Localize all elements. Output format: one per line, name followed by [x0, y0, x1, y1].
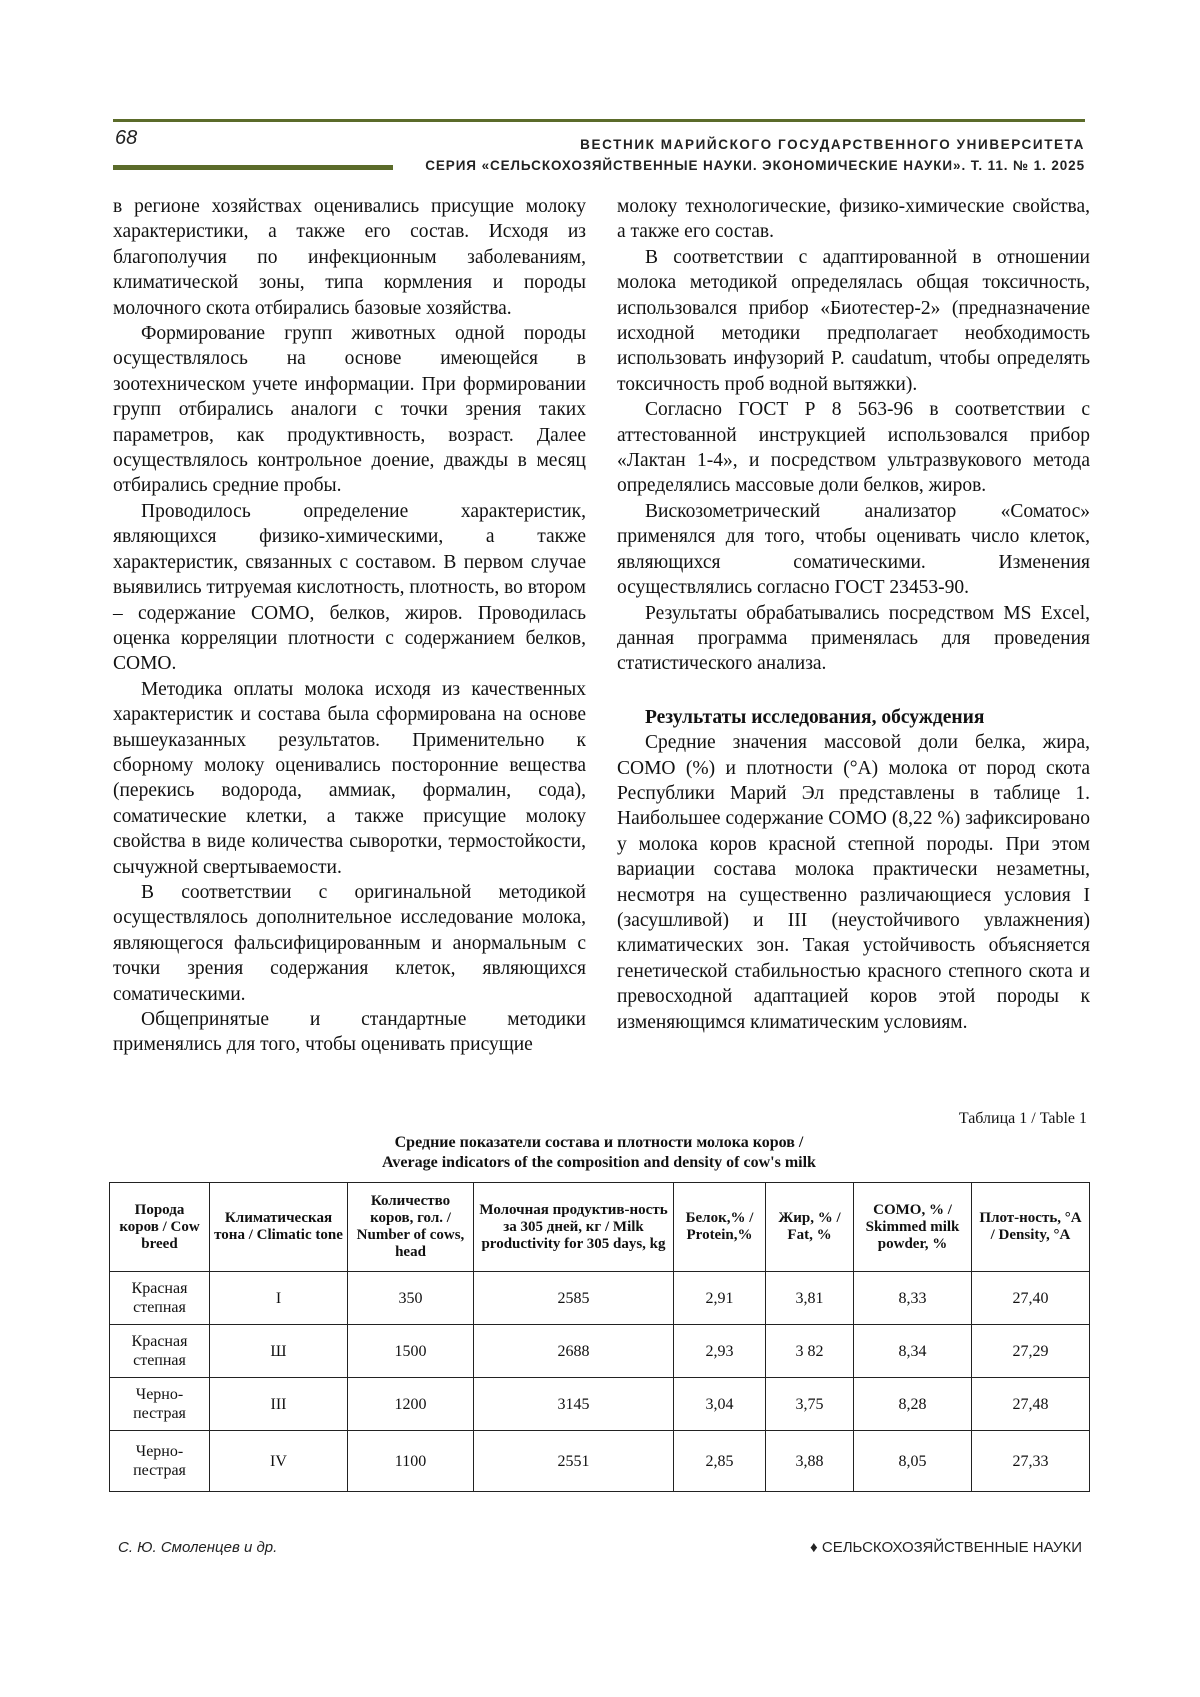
column-header: Белок,% / Protein,% — [674, 1183, 766, 1272]
paragraph: Вискозометрический анализатор «Соматос» применялся для того, чтобы оценивать число клеток, являющихся соматическими. Изменения осуществлялись согласно ГОСТ 23453-90. — [617, 500, 1090, 599]
paragraph: Методика оплаты молока исходя из качественных характеристик и состава была сформирована на основе вышеуказанных результатов. Применительно к сборному молоку оценивались посторонние вещества (перекись водорода, аммиак, формалин, сода), соматические клетки, а также присущие молоку свойства в виде количества сыворотки, термостойкости, сычужной свертываемости. — [113, 678, 586, 878]
paragraph: Согласно ГОСТ Р 8 563-96 в соответствии с аттестованной инструкцией использовался прибор «Лактан 1-4», и посредством ультразвукового метода определялись массовые доли белков, жиров. — [617, 399, 1090, 497]
table-cell: 2551 — [474, 1431, 674, 1492]
header-rule — [113, 119, 1085, 122]
table-cell: 2,85 — [674, 1431, 766, 1492]
table-caption-ru: Средние показатели состава и плотности молока коров / — [394, 1134, 804, 1151]
table-cell: 350 — [348, 1272, 474, 1325]
table-cell: 3,04 — [674, 1378, 766, 1431]
column-header: СОМО, % / Skimmed milk powder, % — [854, 1183, 972, 1272]
footer-authors: С. Ю. Смоленцев и др. — [118, 1539, 278, 1556]
paragraph: Общепринятые и стандартные методики применялись для того, чтобы оценивать присущие — [113, 1009, 586, 1056]
footer-section: ♦ СЕЛЬСКОХОЗЯЙСТВЕННЫЕ НАУКИ — [810, 1539, 1082, 1556]
table-cell: 1100 — [348, 1431, 474, 1492]
table-cell: 3 82 — [766, 1325, 854, 1378]
table-cell: III — [210, 1378, 348, 1431]
table-cell: 1500 — [348, 1325, 474, 1378]
table-cell: 8,34 — [854, 1325, 972, 1378]
column-header: Жир, % / Fat, % — [766, 1183, 854, 1272]
table-cell: 8,33 — [854, 1272, 972, 1325]
table-row — [110, 1431, 1090, 1492]
page-number: 68 — [115, 127, 138, 149]
table-cell: 2688 — [474, 1325, 674, 1378]
table-cell: 3,75 — [766, 1378, 854, 1431]
table-caption — [113, 1133, 1085, 1173]
table-header-row — [110, 1183, 1090, 1272]
data-table — [109, 1182, 1090, 1492]
column-header: Плот-ность, °А / Density, °А — [972, 1183, 1090, 1272]
table-cell: 8,28 — [854, 1378, 972, 1431]
table-caption-en: Average indicators of the composition and density of cow's milk — [382, 1154, 816, 1171]
column-header: Количество коров, гол. / Number of cows, head — [348, 1183, 474, 1272]
table-cell: 27,40 — [972, 1272, 1090, 1325]
table-cell: 3145 — [474, 1378, 674, 1431]
table-cell: Красная степная — [110, 1272, 210, 1325]
column-header: Молочная продуктив-ность за 305 дней, кг / Milk productivity for 305 days, kg — [474, 1183, 674, 1272]
paragraph: В соответствии с оригинальной методикой осуществлялось дополнительное исследование молока, являющегося фальсифицированным и анормальным с точки зрения содержания клеток, являющихся соматическими. — [113, 881, 586, 1005]
journal-title: ВЕСТНИК МАРИЙСКОГО ГОСУДАРСТВЕННОГО УНИВЕРСИТЕТА — [580, 137, 1085, 152]
paragraph: Проводилось определение характеристик, являющихся физико-химическими, а также характеристик, связанных с составом. В первом случае выявились титруемая кислотность, плотность, во втором – содержание СОМО, белков, жиров. Проводилась оценка корреляции плотности с содержанием белков, СОМО. — [113, 500, 586, 675]
table-cell: 2,93 — [674, 1325, 766, 1378]
left-column — [113, 194, 586, 1058]
table-cell: 2585 — [474, 1272, 674, 1325]
header-accent-bar — [113, 165, 393, 170]
table-cell: I — [210, 1272, 348, 1325]
table-label: Таблица 1 / Table 1 — [958, 1110, 1087, 1127]
table-cell: 27,29 — [972, 1325, 1090, 1378]
table-cell: 27,48 — [972, 1378, 1090, 1431]
table-row — [110, 1272, 1090, 1325]
table-row — [110, 1378, 1090, 1431]
table-cell: 3,88 — [766, 1431, 854, 1492]
paragraph: молоку технологические, физико-химические свойства, а также его состав. — [617, 196, 1090, 243]
table-row — [110, 1325, 1090, 1378]
table-cell: 3,81 — [766, 1272, 854, 1325]
section-heading: Результаты исследования, обсуждения — [645, 706, 985, 728]
table-cell: Черно-пестрая — [110, 1431, 210, 1492]
column-header: Порода коров / Cow breed — [110, 1183, 210, 1272]
column-header: Климатическая тона / Climatic tone — [210, 1183, 348, 1272]
paragraph: Формирование групп животных одной породы осуществлялось на основе имеющейся в зоотехническом учете информации. При формировании групп отбирались аналоги с точки зрения таких параметров, как продуктивность, возраст. Далее осуществлялось контрольное доение, дважды в месяц отбирались средние пробы. — [113, 323, 586, 497]
paragraph: Средние значения массовой доли белка, жира, СОМО (%) и плотности (°А) молока от пород скота Республики Марий Эл представлены в таблице 1. Наибольшее содержание СОМО (8,22 %) зафиксировано у молока коров красной степной породы. При этом вариации состава молока практически незаметны, несмотря на существенно различающиеся условия I (засушливой) и III (неустойчивого увлажнения) климатических зон. Такая устойчивость объясняется генетической стабильностью красного степного скота и превосходной адаптацией коров этой породы к изменяющимся климатическим условиям. — [617, 732, 1090, 1033]
table-cell: IV — [210, 1431, 348, 1492]
table-cell: Черно-пестрая — [110, 1378, 210, 1431]
journal-series: СЕРИЯ «СЕЛЬСКОХОЗЯЙСТВЕННЫЕ НАУКИ. ЭКОНОМИЧЕСКИЕ НАУКИ». Т. 11. № 1. 2025 — [425, 158, 1085, 173]
table-cell: 27,33 — [972, 1431, 1090, 1492]
table-cell: Ш — [210, 1325, 348, 1378]
paragraph: Результаты обрабатывались посредством MS Excel, данная программа применялась для проведения статистического анализа. — [617, 602, 1090, 675]
paragraph: В соответствии с адаптированной в отношении молока методикой определялась общая токсичность, использовался прибор «Биотестер-2» (предназначение исходной методики предполагает необходимость использовать инфузорий P. caudatum, чтобы определять токсичность проб водной вытяжки). — [617, 246, 1090, 395]
right-column — [617, 194, 1090, 1035]
table-cell: 8,05 — [854, 1431, 972, 1492]
table-cell: Красная степная — [110, 1325, 210, 1378]
table-cell: 1200 — [348, 1378, 474, 1431]
table-cell: 2,91 — [674, 1272, 766, 1325]
paragraph: в регионе хозяйствах оценивались присущие молоку характеристики, а также его состав. Исходя из благополучия по инфекционным заболеваниям, климатической зоны, типа кормления и породы молочного скота отбирались базовые хозяйства. — [113, 196, 586, 319]
